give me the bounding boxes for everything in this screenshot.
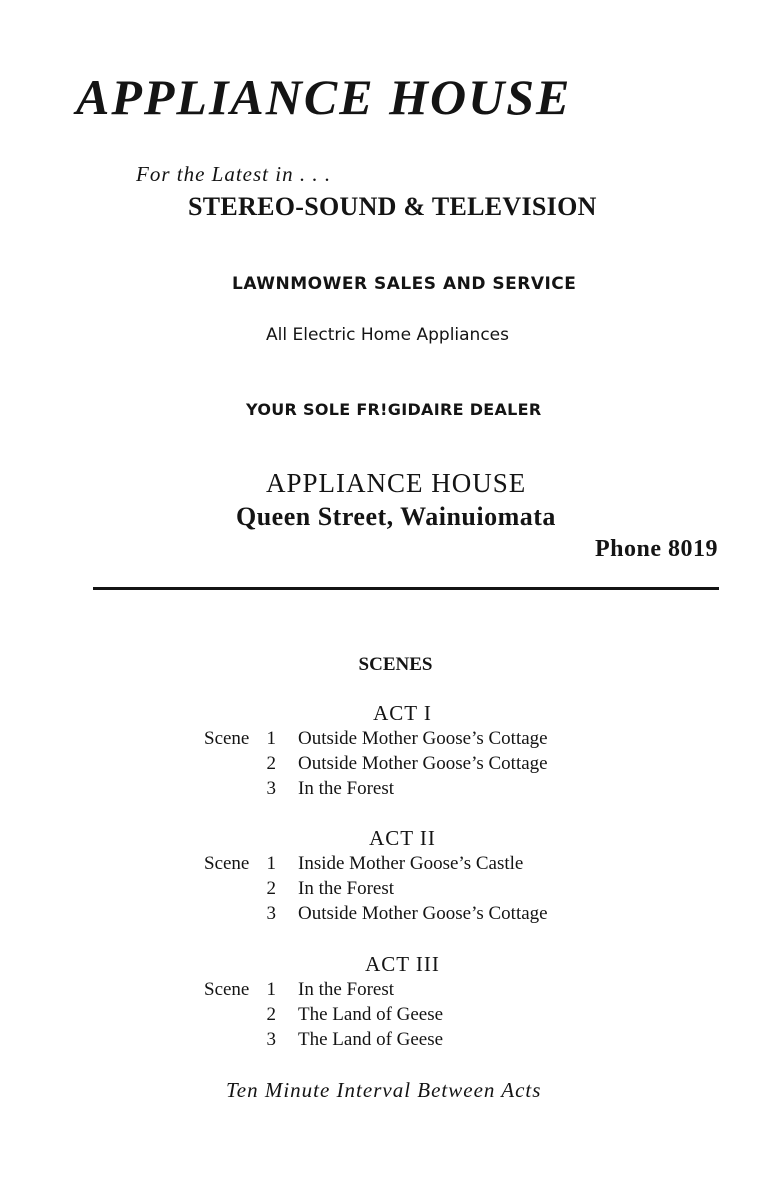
- act-1: [0, 700, 763, 801]
- scene-number: 1: [266, 979, 276, 1000]
- scene-location: Outside Mother Goose’s Cottage: [298, 728, 548, 749]
- scene-row: [0, 726, 763, 751]
- interval-note: Ten Minute Interval Between Acts: [226, 1078, 542, 1102]
- scene-row: [0, 776, 763, 801]
- scene-number: 1: [266, 853, 276, 874]
- scene-location: Outside Mother Goose’s Cottage: [298, 753, 548, 774]
- scene-location: In the Forest: [298, 878, 395, 899]
- section-divider: [93, 587, 719, 590]
- scene-location: The Land of Geese: [298, 1029, 444, 1050]
- scene-row: [0, 1027, 763, 1052]
- scene-number: 2: [266, 753, 276, 774]
- scene-row: [0, 851, 763, 876]
- scene-location: Inside Mother Goose’s Castle: [298, 853, 524, 874]
- scene-location: In the Forest: [298, 778, 395, 799]
- advert-electric-line: All Electric Home Appliances: [266, 325, 509, 345]
- advert-dealer-line: YOUR SOLE FR!GIDAIRE DEALER: [246, 400, 542, 419]
- advert-lawnmower-line: LAWNMOWER SALES AND SERVICE: [232, 274, 577, 294]
- act-3: [0, 951, 763, 1052]
- advert-title: APPLIANCE HOUSE: [76, 69, 572, 125]
- act-title: ACT III: [365, 952, 440, 976]
- scene-row: [0, 751, 763, 776]
- scene-number: 3: [266, 903, 276, 924]
- advert-phone: Phone 8019: [594, 536, 718, 562]
- scene-number: 3: [266, 1029, 276, 1050]
- scene-row: [0, 901, 763, 926]
- act-title: ACT I: [373, 701, 432, 725]
- scene-row: [0, 977, 763, 1002]
- scene-location: The Land of Geese: [298, 1004, 444, 1025]
- act-2: [0, 825, 763, 926]
- scene-number: 1: [266, 728, 276, 749]
- scene-number: 2: [266, 1004, 276, 1025]
- scene-label: Scene: [204, 853, 250, 874]
- scene-row: [0, 876, 763, 901]
- scene-label: Scene: [204, 979, 250, 1000]
- advert-stereo-line: STEREO-SOUND & TELEVISION: [188, 192, 597, 221]
- advert-street-address: Queen Street, Wainuiomata: [236, 502, 556, 531]
- scenes-heading: SCENES: [358, 654, 433, 675]
- scene-location: Outside Mother Goose’s Cottage: [298, 903, 548, 924]
- advert-latest-line: For the Latest in . . .: [136, 162, 332, 186]
- scene-number: 2: [266, 878, 276, 899]
- scene-number: 3: [266, 778, 276, 799]
- advert-house-name: APPLIANCE HOUSE: [266, 468, 527, 498]
- scene-location: In the Forest: [298, 979, 395, 1000]
- scene-label: Scene: [204, 728, 250, 749]
- scene-row: [0, 1002, 763, 1027]
- act-title: ACT II: [369, 826, 436, 850]
